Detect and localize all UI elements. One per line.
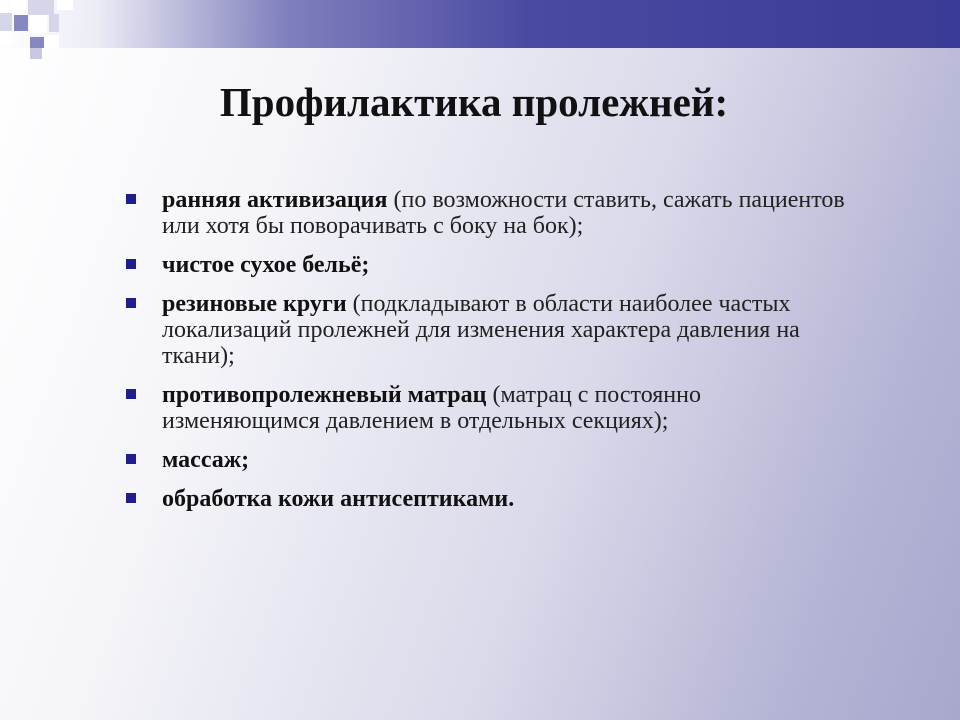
bullet-item <box>125 486 855 512</box>
square-bullet-icon <box>126 454 136 464</box>
decor-square <box>30 37 44 48</box>
decor-square <box>10 0 26 10</box>
bullet-list <box>125 187 855 525</box>
bullet-text: (подкладывают в области наиболее частых локализаций пролежней для изменения характера давления на ткани); <box>162 291 800 369</box>
bullet-item <box>125 382 855 434</box>
bullet-text: (по возможности ставить, сажать пациентов или хотя бы поворачивать с боку на бок); <box>162 187 845 239</box>
decor-square <box>0 33 12 45</box>
bullet-bold-text: противопролежневый матрац <box>162 382 487 408</box>
bullet-text: (матрац с постоянно изменяющимся давлением в отдельных секциях); <box>162 382 701 434</box>
decor-square <box>0 13 12 31</box>
square-bullet-icon <box>126 493 136 503</box>
decor-square <box>30 15 47 33</box>
bullet-bold-text: резиновые круги <box>162 291 347 317</box>
square-bullet-icon <box>126 389 136 399</box>
decor-square <box>49 14 59 32</box>
decor-square <box>44 35 59 48</box>
square-bullet-icon <box>126 194 136 204</box>
bullet-bold-text: чистое сухое бельё; <box>162 252 370 278</box>
bullet-bold-text: ранняя активизация <box>162 187 388 213</box>
bullet-item <box>125 187 855 239</box>
bullet-item <box>125 252 855 278</box>
bullet-item <box>125 447 855 473</box>
slide-title: Профилактика пролежней: <box>219 79 729 125</box>
bullet-item <box>125 291 855 369</box>
decor-square <box>57 0 73 10</box>
decorative-top-bar <box>0 0 960 48</box>
decor-square <box>14 15 28 31</box>
bullet-bold-text: обработка кожи антисептиками. <box>162 486 515 512</box>
square-bullet-icon <box>126 259 136 269</box>
decor-square <box>28 0 54 15</box>
bullet-bold-text: массаж; <box>162 447 250 473</box>
square-bullet-icon <box>126 298 136 308</box>
decor-square <box>30 48 42 59</box>
